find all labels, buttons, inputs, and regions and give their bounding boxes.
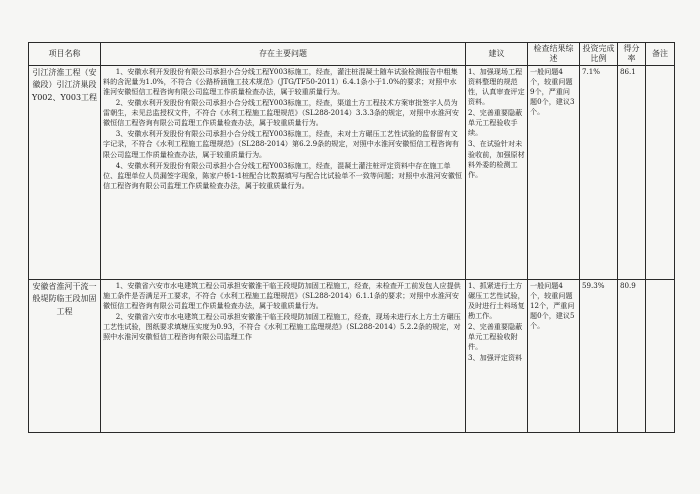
remarks-cell: [646, 66, 675, 280]
issues-cell: [101, 280, 466, 433]
inspection-table: [28, 42, 675, 433]
conclusion-cell: 一般问题4个，较重问题9个，严重问题0个，建议3个。: [528, 66, 580, 280]
suggestion-item: 1、抓紧进行土方碾压工艺性试验，及时进行土料场复勘工作。: [468, 281, 525, 321]
investment-ratio-cell: 7.1%: [580, 66, 618, 280]
conclusion-cell: 一般问题4个，较重问题12个，严重问题0个，建议5个。: [528, 280, 580, 433]
remarks-cell: [646, 280, 675, 433]
header-project-name: 项目名称: [29, 43, 101, 66]
issues-cell: [101, 66, 466, 280]
header-score-rate: 得分率: [618, 43, 646, 66]
table-header-row: [29, 43, 675, 66]
project-name-cell: 引江济淮工程（安徽段）引江济巢段Y002、Y003工程: [29, 66, 101, 280]
issue-item: 4、安徽水利开发股份有限公司承担小合分线工程Y003标施工，经查，混凝土灌注桩评定资料中存在施工单位、监理单位人员漏签字现象，陈家户桥1-1桩配合比数据填写与配合比试验单不一致等问题；对照中水淮河安徽恒信工程咨询有限公司监理工作质量检查办法，属于较重质量行为。: [103, 160, 463, 190]
suggestion-item: 2、完善重要隐蔽单元工程验收附件。: [468, 322, 523, 352]
issue-item: 2、安徽省六安市水电建筑工程公司承担安徽淮干临王段堤防加固工程施工，经查，现场未进行水上方土方碾压工艺性试验，图纸要求填塘压实度为0.93，不符合《水利工程施工监理规范》（SL288-2014）5.2.2条的规定，对照中水淮河安徽恒信工程咨询有限公司监理工作: [103, 312, 461, 342]
header-investment-ratio: 投资完成比例: [580, 43, 618, 66]
issue-item: 1、安徽省六安市水电建筑工程公司承担安徽淮干临王段堤防加固工程施工，经查，未检查开工前发包人应提供施工条件是否满足开工要求，不符合《水利工程施工监理规范》（SL288-2014）6.1.1条的要求；对照中水淮河安徽恒信工程咨询有限公司监理工作质量检查办法，属于较重质量行为。: [103, 281, 461, 311]
table-row: [29, 280, 675, 433]
investment-ratio-cell: 59.3%: [580, 280, 618, 433]
project-name-cell: 安徽省淮河干流一般堤防临王段加固工程: [29, 280, 101, 433]
suggestion-item: 3、在试验针对未验收前，加强原材料外委的检测工作。: [468, 139, 525, 179]
header-remarks: 备注: [646, 43, 675, 66]
issue-item: 3、安徽水利开发股份有限公司承担小合分线工程Y003标施工，经查，未对土方碾压工艺性试验的监督留有文字记录，不符合《水利工程施工监理规范》（SL288-2014）第6.2.9条的规定，对照中水淮河安徽恒信工程咨询有限公司监理工作质量检查办法，属于较重质量行为。: [103, 129, 459, 159]
suggestion-item: 2、完善重要隐蔽单元工程验收手续。: [468, 108, 523, 138]
header-suggestions: 建议: [466, 43, 528, 66]
issue-item: 1、安徽水利开发股份有限公司承担小合分线工程Y003标施工，经查，灌注桩混凝土随车试验检测报告中粗集料的含泥量为1.0%，不符合《公路桥涵施工技术规范》（JTG/TF50-2011）6.4.1条小于1.0%的要求；对照中水淮河安徽恒信工程咨询有限公司监理工作质量检查办法，属于较重质量行为。: [103, 67, 458, 97]
suggestions-cell: [466, 280, 528, 433]
suggestion-item: 3、加强评定资料: [468, 353, 523, 363]
header-conclusion: 检查结果综述: [528, 43, 580, 66]
suggestion-item: 1、加强现场工程资料整理的规范性，认真审查评定资料。: [468, 67, 525, 107]
suggestions-cell: [466, 66, 528, 280]
issue-item: 2、安徽水利开发股份有限公司承担小合分线工程Y003标施工，经查，渠道土方工程技术方案审批签字人员为雷朝生，未见总监授权文件，不符合《水利工程施工监理规范》（SL288-2014）3.3.3条的规定，对照中水淮河安徽恒信工程咨询有限公司监理工作质量检查办法，属于较重质量行为。: [103, 98, 459, 128]
score-rate-cell: 86.1: [618, 66, 646, 280]
header-main-issues: 存在主要问题: [101, 43, 466, 66]
table-row: [29, 66, 675, 280]
score-rate-cell: 80.9: [618, 280, 646, 433]
